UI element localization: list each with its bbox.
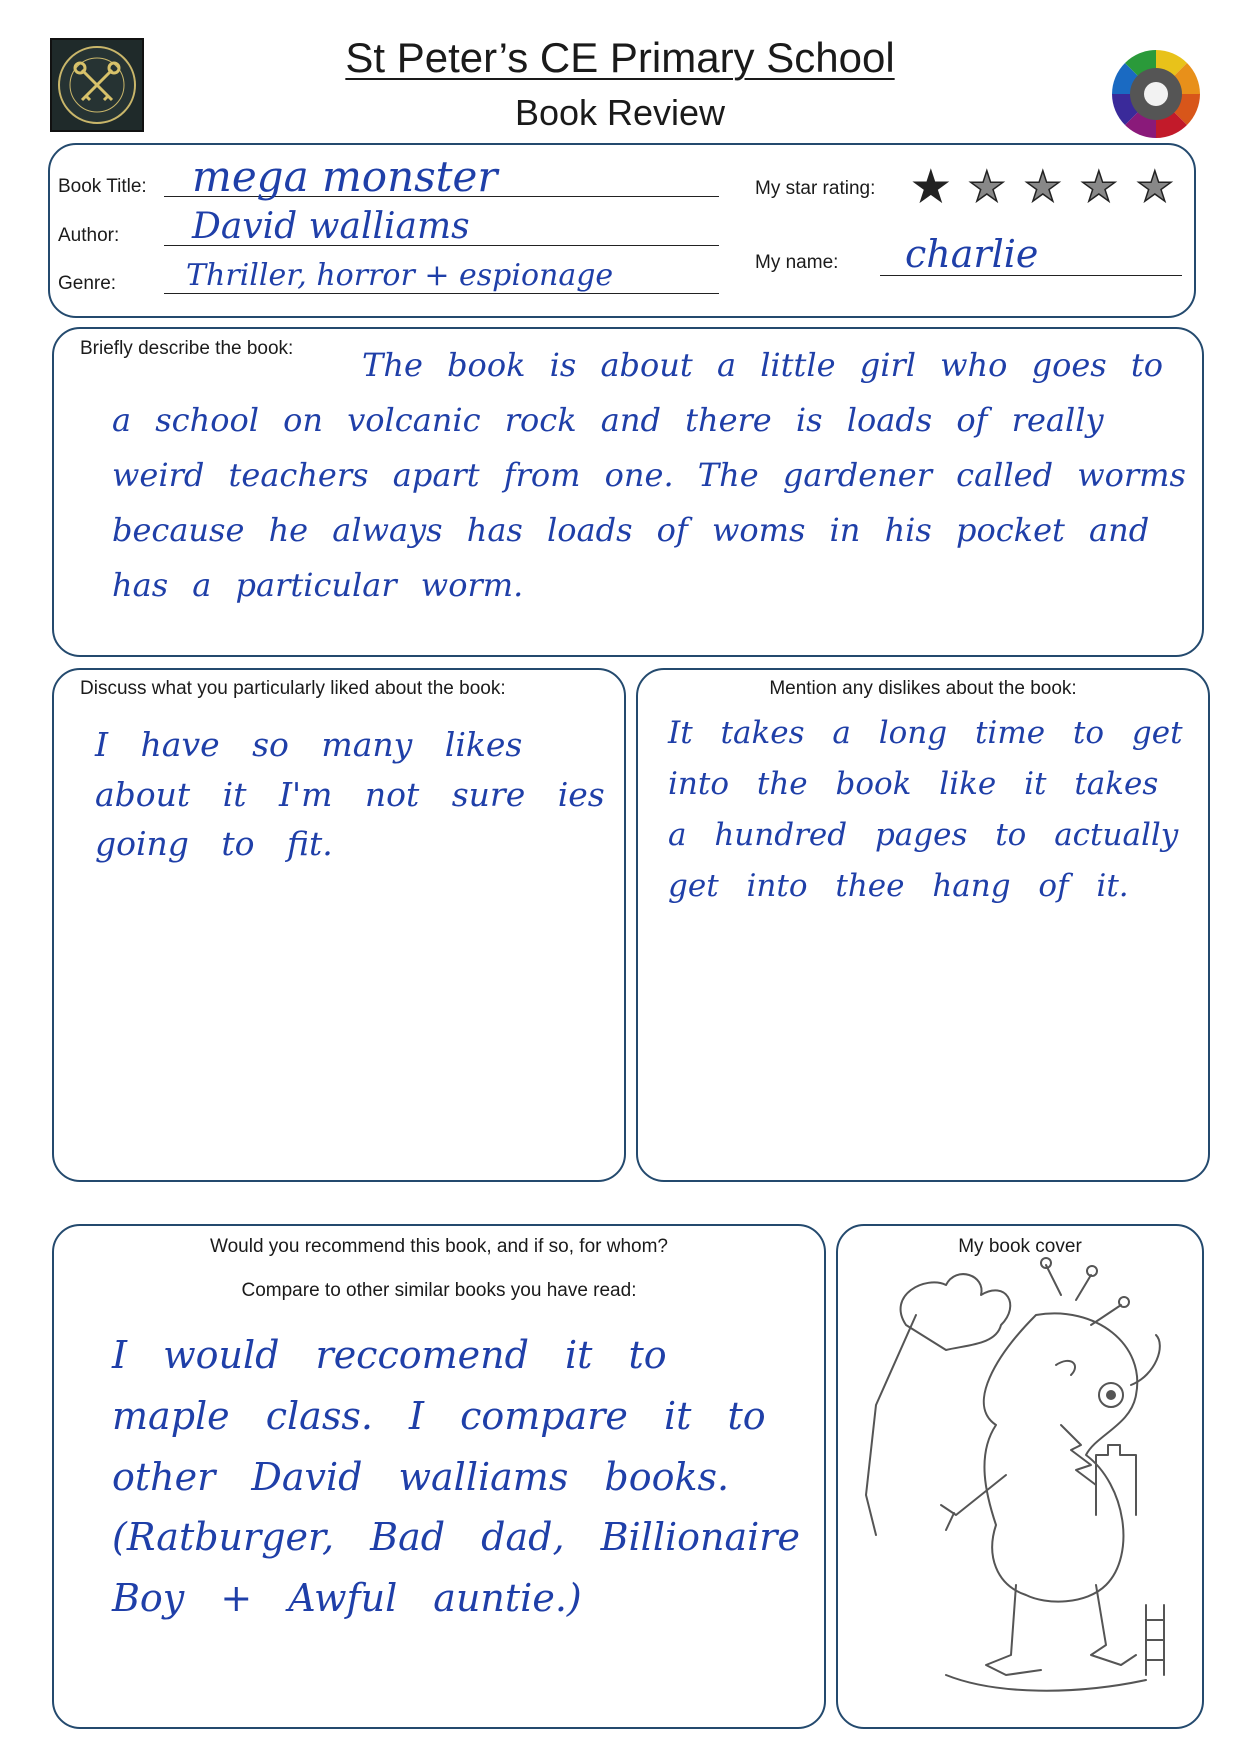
school-name: St Peter’s CE Primary School [345, 34, 895, 81]
genre-value[interactable]: Thriller, horror + espionage [186, 258, 614, 293]
star-rating-label: My star rating: [755, 178, 876, 199]
star-rating[interactable] [912, 163, 1182, 214]
recommend-text[interactable]: I would reccomend it to maple class. I compare it to other David walliams books. (Ratburger, Bad dad, Billionaire Boy + Awful auntie.) [112, 1333, 800, 1621]
compare-label: Compare to other similar books you have read: [241, 1280, 637, 1301]
dislikes-text[interactable]: It takes a long time to get into the book like it takes a hundred pages to actually get into thee hang of it. [668, 715, 1183, 905]
dislikes-label: Mention any dislikes about the book: [769, 678, 1077, 699]
cover-label: My book cover [958, 1236, 1082, 1257]
name-value[interactable]: charlie [905, 232, 1039, 276]
recommend-label: Would you recommend this book, and if so, for whom? [210, 1236, 668, 1257]
describe-label: Briefly describe the book: [80, 338, 294, 359]
likes-text[interactable]: I have so many likes about it I'm not sure ies going to fit. [95, 725, 605, 863]
form-subtitle: Book Review [514, 92, 726, 133]
author-value[interactable]: David walliams [192, 206, 470, 247]
star-icon[interactable]: ★ [1136, 163, 1174, 210]
star-icon[interactable]: ★ [1024, 163, 1062, 210]
book-title-value[interactable]: mega monster [192, 152, 498, 201]
color-wheel-icon [1110, 48, 1202, 140]
star-icon[interactable]: ★ [968, 163, 1006, 210]
name-label: My name: [755, 252, 839, 273]
genre-label: Genre: [58, 273, 117, 294]
monster-drawing-icon [846, 1255, 1196, 1715]
likes-label: Discuss what you particularly liked about the book: [80, 678, 506, 699]
genre-line [164, 293, 719, 294]
star-icon[interactable]: ★ [912, 163, 950, 210]
describe-text[interactable]: The book is about a little girl who goes to a school on volcanic rock and there is loads of really weird teachers apart from one. The gardener called worms because he always has loads of woms in his pocket and has a particular worm. [112, 346, 1186, 605]
author-label: Author: [58, 225, 120, 246]
star-icon[interactable]: ★ [1080, 163, 1118, 210]
book-title-label: Book Title: [58, 176, 147, 197]
